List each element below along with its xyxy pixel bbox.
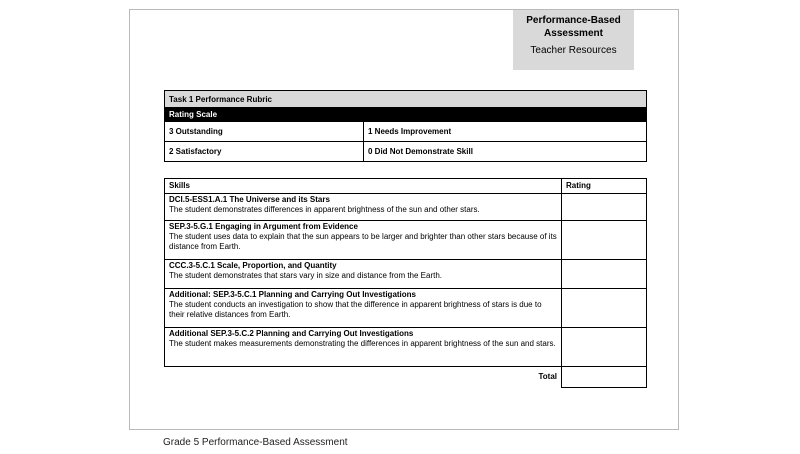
skills-header: Skills bbox=[165, 179, 562, 194]
skill-title: SEP.3-5.G.1 Engaging in Argument from Evidence bbox=[169, 222, 358, 231]
table-row bbox=[165, 260, 647, 289]
skill-title: DCI.5-ESS1.A.1 The Universe and its Stars bbox=[169, 195, 330, 204]
rating-cell bbox=[562, 289, 647, 328]
table-row bbox=[165, 194, 647, 221]
table-row bbox=[165, 221, 647, 260]
header-subtitle: Teacher Resources bbox=[530, 45, 617, 56]
total-cell bbox=[562, 367, 647, 388]
header-title-line2: Assessment bbox=[544, 28, 603, 39]
rating-level: 0 Did Not Demonstrate Skill bbox=[364, 142, 647, 162]
skill-title: Additional SEP.3-5.C.2 Planning and Carrying Out Investigations bbox=[169, 329, 414, 338]
skill-description: The student uses data to explain that the sun appears to be larger and brighter than other stars because of its distance from Earth. bbox=[169, 232, 557, 251]
skill-description: The student makes measurements demonstrating the differences in apparent brightness of the sun and stars. bbox=[169, 339, 556, 348]
rubric-title: Task 1 Performance Rubric bbox=[165, 91, 647, 108]
skill-title: Additional: SEP.3-5.C.1 Planning and Carrying Out Investigations bbox=[169, 290, 416, 299]
table-row bbox=[165, 328, 647, 367]
rating-level: 2 Satisfactory bbox=[165, 142, 364, 162]
rating-scale-label: Rating Scale bbox=[165, 108, 647, 122]
document-page bbox=[129, 9, 679, 430]
rating-cell bbox=[562, 221, 647, 260]
skill-title: CCC.3-5.C.1 Scale, Proportion, and Quantity bbox=[169, 261, 337, 270]
skill-description: The student conducts an investigation to show that the difference in apparent brightness of stars is due to their relative distances from Earth. bbox=[169, 300, 542, 319]
rating-level: 1 Needs Improvement bbox=[364, 122, 647, 142]
total-label: Total bbox=[538, 372, 557, 381]
rating-level: 3 Outstanding bbox=[165, 122, 364, 142]
rubric-table bbox=[164, 90, 647, 162]
skill-description: The student demonstrates that stars vary in size and distance from the Earth. bbox=[169, 271, 443, 280]
rating-cell bbox=[562, 260, 647, 289]
rating-cell bbox=[562, 328, 647, 367]
table-row bbox=[165, 289, 647, 328]
header-title-line1: Performance-Based bbox=[526, 15, 621, 26]
rating-cell bbox=[562, 194, 647, 221]
rating-header: Rating bbox=[562, 179, 647, 194]
header-box bbox=[513, 10, 634, 70]
skills-table bbox=[164, 178, 647, 388]
image-caption: Grade 5 Performance-Based Assessment bbox=[163, 437, 348, 448]
skill-description: The student demonstrates differences in apparent brightness of the sun and other stars. bbox=[169, 205, 480, 214]
